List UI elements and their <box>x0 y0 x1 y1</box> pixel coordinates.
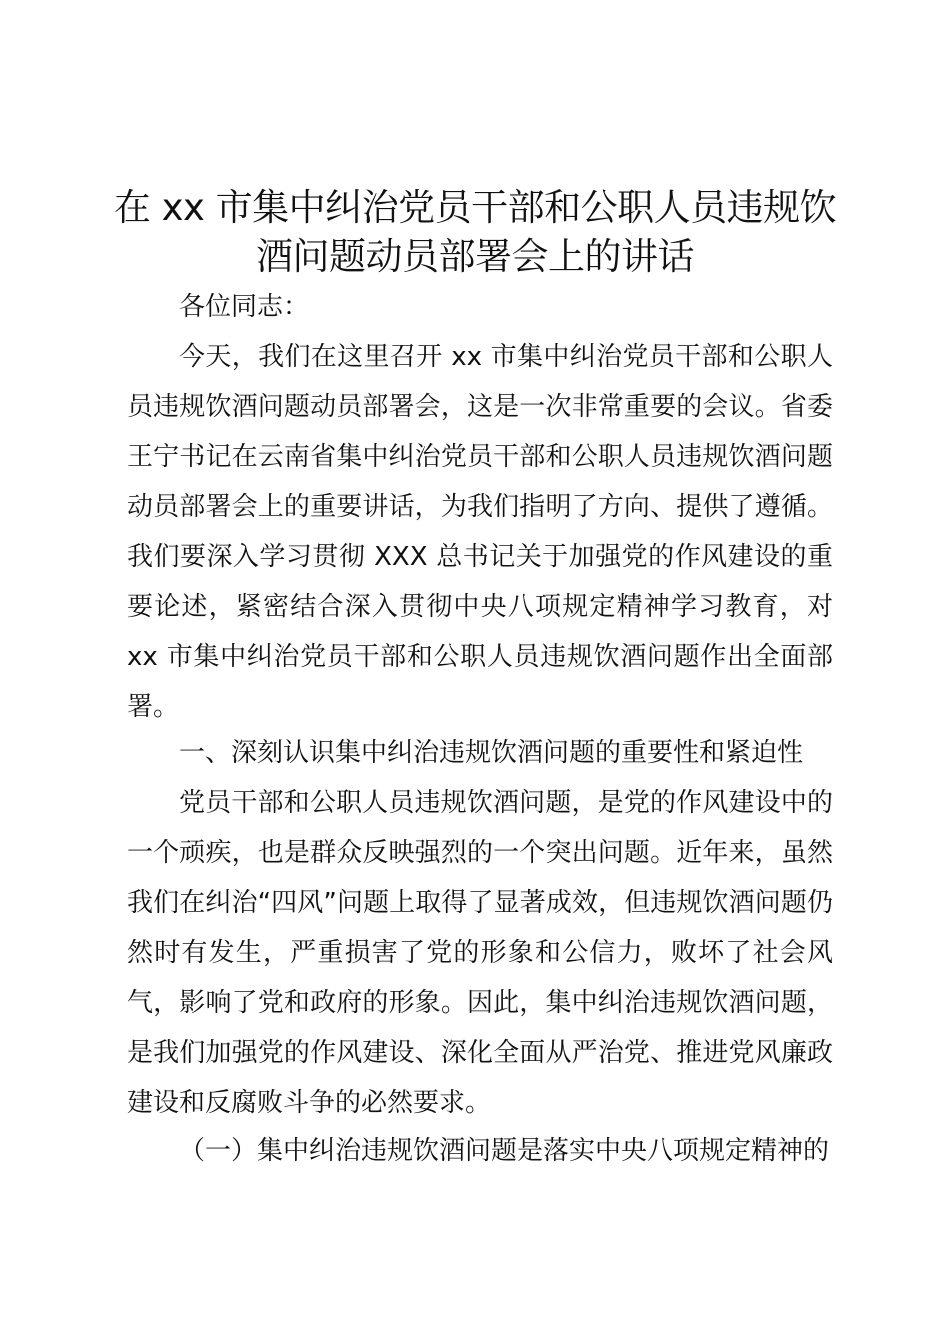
document-title-line-1: 在 xx 市集中纠治党员干部和公职人员违规饮 <box>113 186 837 229</box>
document-title-line-2: 酒问题动员部署会上的讲话 <box>256 235 694 278</box>
paragraph-intro: 今天，我们在这里召开 xx 市集中纠治党员干部和公职人员违规饮酒问题动员部署会，这是一次非常重要的会议。省委王宁书记在云南省集中纠治党员干部和公职人员违规饮酒问题动员部署会上的重要讲话，为我们指明了方向、提供了遵循。我们要深入学习贯彻 XXX 总书记关于加强党的作风建设的重要论述，紧密结合深入贯彻中央八项规定精神学习教育，对 xx 市集中纠治党员干部和公职人员违规饮酒问题作出全面部署。 <box>127 342 833 722</box>
subsection-heading-1: （一）集中纠治违规饮酒问题是落实中央八项规定精神的 <box>179 1136 830 1166</box>
section-heading-1: 一、深刻认识集中纠治违规饮酒问题的重要性和紧迫性 <box>179 738 804 768</box>
salutation: 各位同志： <box>179 292 310 322</box>
paragraph-section-1: 党员干部和公职人员违规饮酒问题，是党的作风建设中的一个顽疾，也是群众反映强烈的一个突出问题。近年来，虽然我们在纠治“四风”问题上取得了显著成效，但违规饮酒问题仍然时有发生，严重损害了党的形象和公信力，败坏了社会风气，影响了党和政府的形象。因此，集中纠治违规饮酒问题，是我们加强党的作风建设、深化全面从严治党、推进党风廉政建设和反腐败斗争的必然要求。 <box>127 788 833 1118</box>
